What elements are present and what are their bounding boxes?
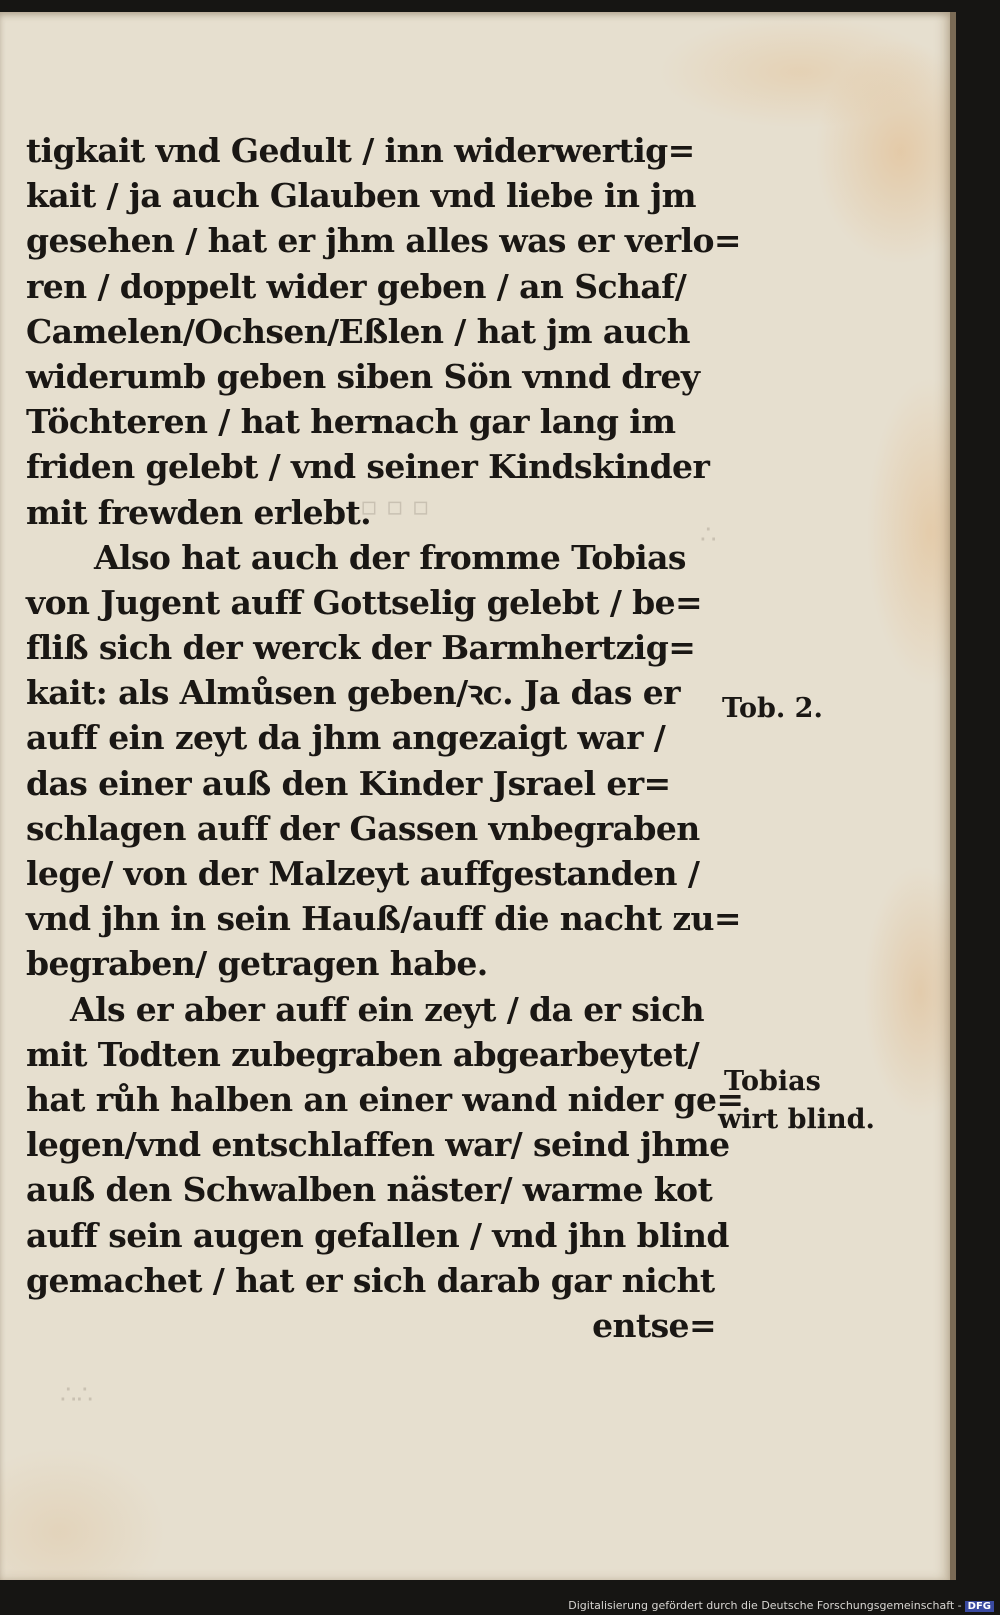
text-line: kait: als Almůsen geben/ꝛc. Ja das er [26,673,680,713]
text-line: widerumb geben siben Sön vnnd drey [26,356,700,396]
text-line: Als er aber auff ein zeyt / da er sich [70,989,705,1029]
text-line: das einer auß den Kinder Jsrael er= [26,763,671,803]
text-line: auß den Schwalben näster/ warme kot [26,1170,713,1210]
text-line: schlagen auff der Gassen vnbegraben [26,808,700,848]
margin-note-tobias-line1: Tobias [724,1066,821,1097]
page-edge [950,12,956,1580]
text-line: ren / doppelt wider geben / an Schaf/ [26,266,687,306]
dfg-logo: DFG [965,1601,994,1612]
text-line: friden gelebt / vnd seiner Kindskinder [26,447,710,487]
text-line: von Jugent auff Gottselig gelebt / be= [26,582,703,622]
margin-note-tob: Tob. 2. [722,693,823,724]
text-line: mit frewden erlebt. [26,492,372,532]
show-through-mark: ▫ ▫ ▫ [360,492,430,522]
text-line: gemachet / hat er sich darab gar nicht [26,1260,715,1300]
text-line: Also hat auch der fromme Tobias [94,537,686,577]
text-line: mit Todten zubegraben abgearbeytet/ [26,1034,700,1074]
show-through-mark: ∴ [700,520,717,550]
text-line: vnd jhn in sein Hauß/auff die nacht zu= [26,899,741,939]
dfg-footer [568,1599,994,1612]
text-line: tigkait vnd Gedult / inn widerwertig= [26,131,695,170]
text-line: legen/vnd entschlaffen war/ seind jhme [26,1125,730,1165]
margin-note-tobias-line2: wirt blind. [718,1104,875,1135]
text-line: lege/ von der Malzeyt auffgestanden / [26,854,700,893]
text-line: kait / ja auch Glauben vnd liebe in jm [26,176,696,216]
text-line: hat růh halben an einer wand nider ge= [26,1079,744,1119]
text-line: gesehen / hat er jhm alles was er verlo= [26,221,741,261]
text-line: auff sein augen gefallen / vnd jhn blind [26,1215,729,1255]
show-through-mark: ∴∴ [60,1380,94,1410]
text-line: Camelen/Ochsen/Eßlen / hat jm auch [26,311,690,351]
footer-text: Digitalisierung gefördert durch die Deutsche Forschungsgemeinschaft - [568,1599,962,1612]
text-line: begraben/ getragen habe. [26,944,488,984]
text-line: fliß sich der werck der Barmhertzig= [26,628,696,668]
catchword: entse= [592,1305,716,1345]
text-line: Töchteren / hat hernach gar lang im [26,402,676,442]
main-text [26,128,744,1348]
text-line: auff ein zeyt da jhm angezaigt war / [26,718,666,758]
